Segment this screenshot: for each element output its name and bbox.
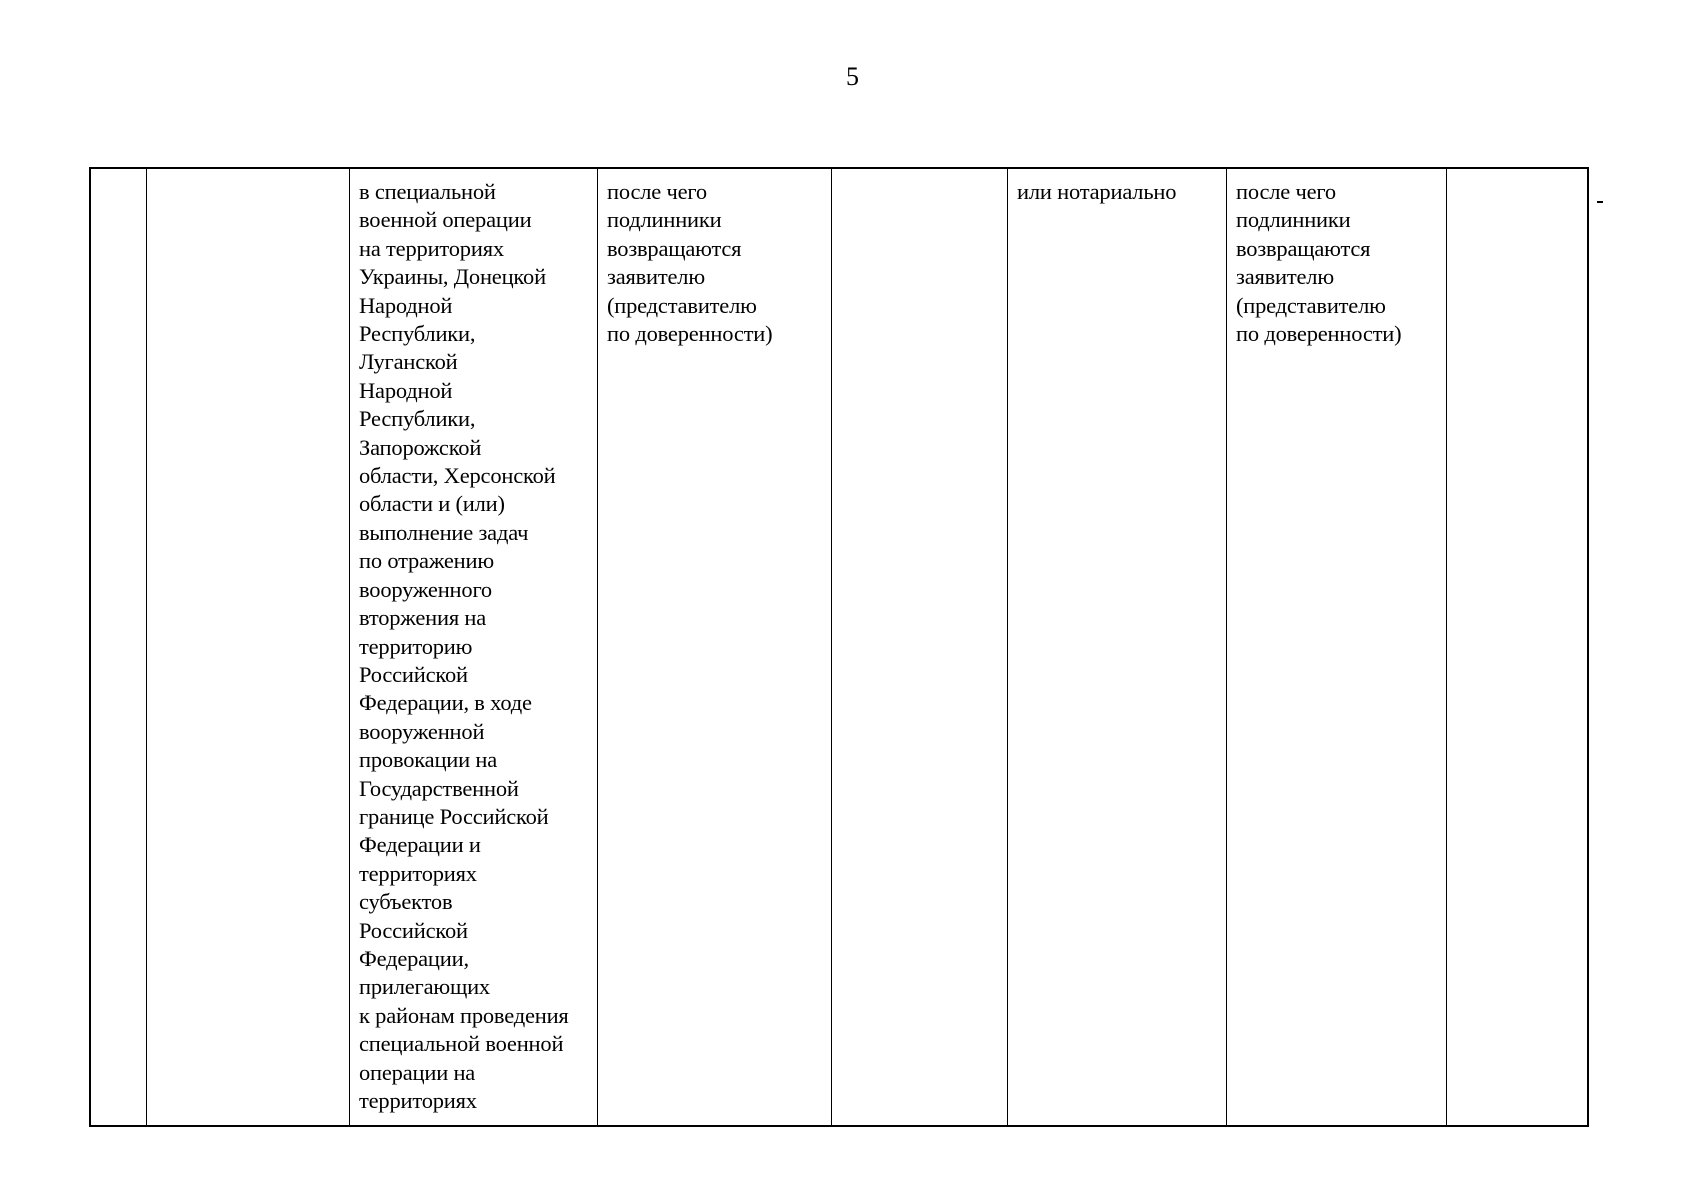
table-column-divider <box>146 169 147 1125</box>
page-number: 5 <box>846 62 859 91</box>
table-cell-col7: после чего подлинники возвращаются заявителю (представителю по доверенности) <box>1236 179 1402 347</box>
table-column-divider <box>1226 169 1227 1125</box>
table-cell-col4: после чего подлинники возвращаются заявителю (представителю по доверенности) <box>607 179 773 347</box>
margin-mark <box>1597 201 1603 203</box>
table-column-divider <box>349 169 350 1125</box>
table-column-divider <box>597 169 598 1125</box>
table-cell-col3: в специальной военной операции на территориях Украины, Донецкой Народной Республики, Луганской Народной Республики, Запорожской области, Херсонской области и (или) выполнение задач по отражению вооруженного вторжения на территорию Российской Федерации, в ходе вооруженной провокации на Государственной границе Российской Федерации и территориях субъектов Российской Федерации, прилегающих к районам проведения специальной военной операции на территориях <box>359 179 569 1113</box>
document-table <box>89 167 1589 1127</box>
table-column-divider <box>1446 169 1447 1125</box>
table-cell-col6: или нотариально <box>1017 179 1177 204</box>
table-column-divider <box>831 169 832 1125</box>
table-column-divider <box>1007 169 1008 1125</box>
